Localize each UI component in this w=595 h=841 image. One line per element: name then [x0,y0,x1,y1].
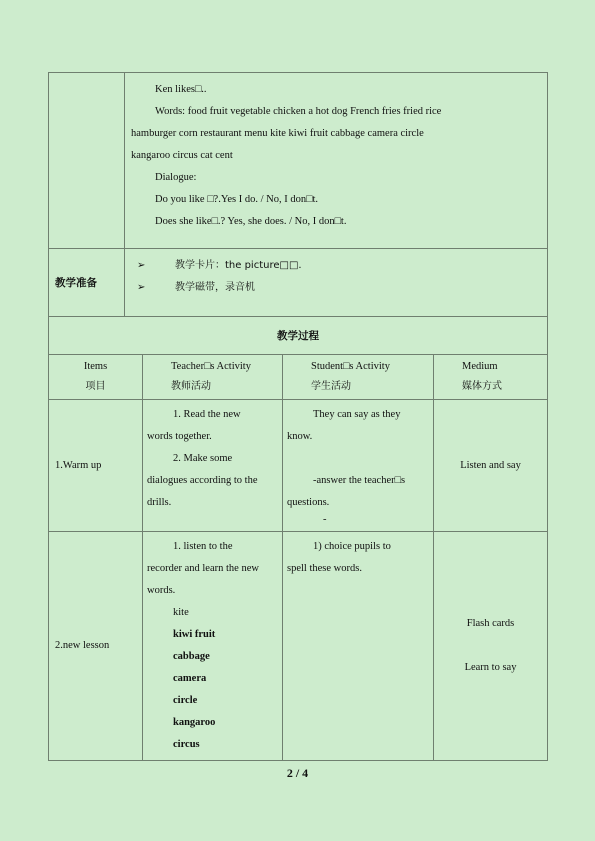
newlesson-label: 2.new lesson [49,532,143,761]
word-item: camera [173,673,207,684]
newlesson-teacher: 1. listen to the recorder and learn the new words. kite kiwi fruit cabbage camera circle kangaroo circus [143,532,283,761]
word-item: kiwi fruit [173,629,216,640]
warmup-row [49,400,548,532]
word-item: circle [173,695,198,706]
process-title: 教学过程 [49,317,548,355]
content-line: hamburger corn restaurant menu kite kiwi fruit cabbage camera circle [131,128,424,139]
header-teacher: Teacher□s Activity 教师活动 [143,355,283,400]
word-item: circus [173,739,200,750]
header-medium: Medium 媒体方式 [434,355,548,400]
content-line: Do you like □?.Yes I do. / No, I don□t. [155,194,318,205]
newlesson-row [49,532,548,761]
content-row [49,73,548,249]
prep-row [49,249,548,317]
content-line: Does she like□.? Yes, she does. / No, I don□t. [155,216,347,227]
content-line: Words: food fruit vegetable chicken a hot dog French fries fried rice [155,106,442,117]
word-item: cabbage [173,651,210,662]
arrow-bullet-icon: ➢ [137,260,146,271]
word-item: kite [173,607,189,618]
content-label-cell [49,73,125,249]
newlesson-medium: Flash cards Learn to say [434,532,548,761]
content-line: Ken likes□.. [155,84,207,95]
prep-item: ➢ 教学卡片：the picture□□. [137,255,543,277]
arrow-bullet-icon: ➢ [137,282,146,293]
warmup-teacher: 1. Read the new words together. 2. Make some dialogues according to the drills. [143,400,283,532]
header-row [49,355,548,400]
warmup-label: 1.Warm up [49,400,143,532]
lesson-plan-table [48,72,548,761]
header-student: Student□s Activity 学生活动 [283,355,434,400]
newlesson-student: 1) choice pupils to spell these words. [283,532,434,761]
content-line: kangaroo circus cat cent [131,150,233,161]
content-line: Dialogue: [155,172,197,183]
prep-cell [125,249,548,317]
word-item: kangaroo [173,717,216,728]
warmup-student: They can say as they know. -answer the teacher□s questions. - [283,400,434,532]
prep-item: ➢ 教学磁带，录音机 [137,277,543,299]
warmup-medium: Listen and say [434,400,548,532]
header-items: Items 项目 [49,355,143,400]
page-number: 2 / 4 [286,766,309,780]
prep-label: 教学准备 [49,249,125,317]
process-title-row [49,317,548,355]
content-cell [125,73,548,249]
